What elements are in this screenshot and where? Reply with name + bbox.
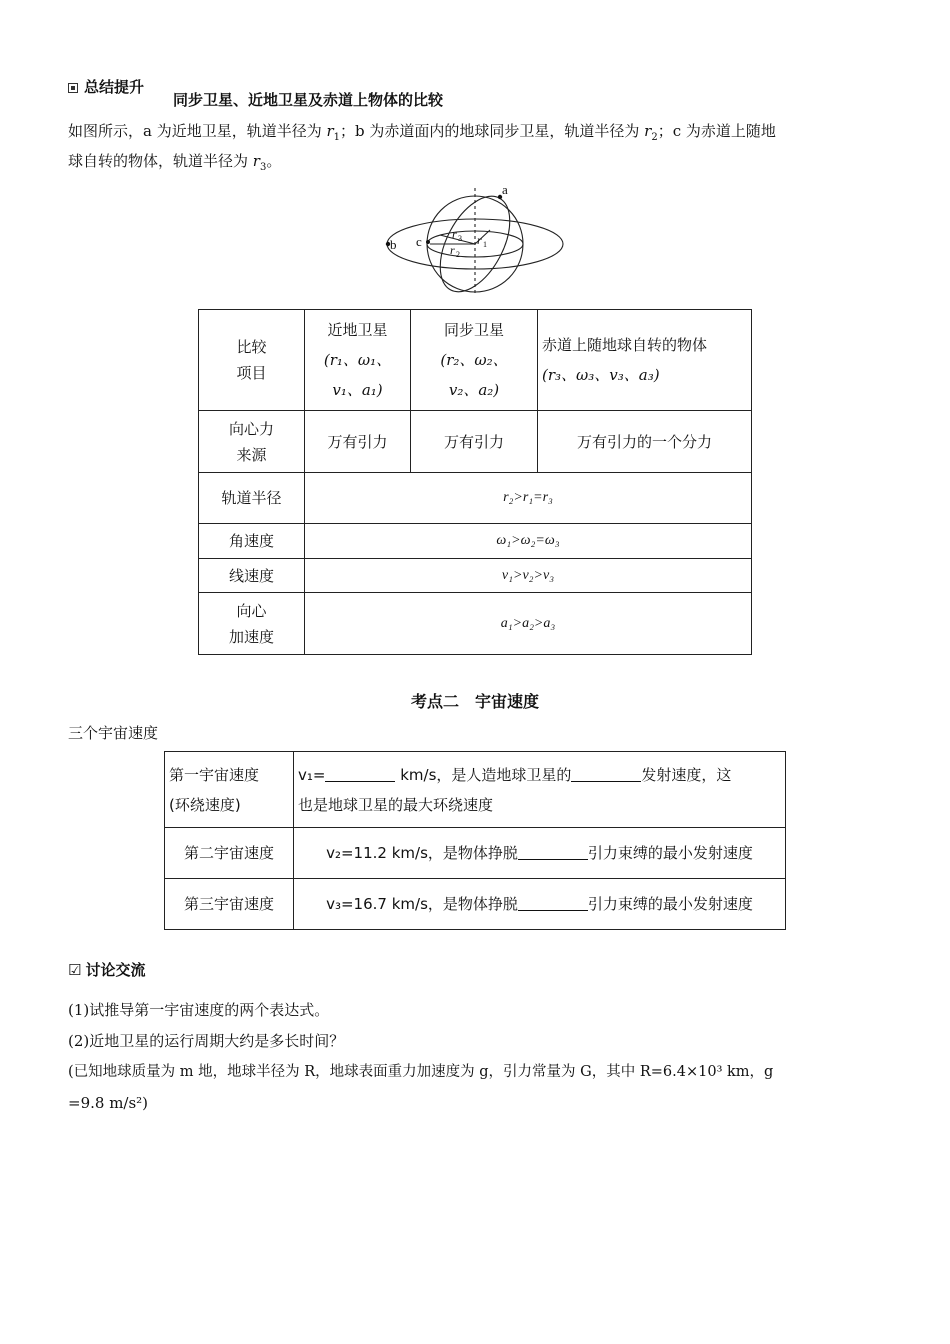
discussion-questions: [68, 995, 883, 1119]
label-r3-sub: 3: [458, 234, 462, 243]
row-accel-line1: 向心: [236, 601, 267, 620]
col2-vars-line2: v₂、a₂): [448, 381, 500, 399]
accel-value: a₁>a₂>a₃: [305, 593, 752, 655]
col1-title: 近地卫星: [327, 321, 388, 339]
header-col3-cell: [538, 310, 752, 411]
row3-desc: [294, 879, 786, 930]
header-item-line2: 项目: [236, 364, 267, 382]
header-col2-cell: [411, 310, 538, 411]
col1-vars-line2: v₁、a₁): [332, 381, 383, 399]
question-2: (2)近地卫星的运行周期大约是多长时间？: [68, 1032, 345, 1050]
row-force-line2: 来源: [236, 445, 267, 464]
table-row: [199, 411, 752, 473]
question-3-line2: =9.8 m/s²): [68, 1094, 149, 1112]
row3-text-b: 引力束缚的最小发射速度: [587, 895, 753, 913]
force-col3: 万有引力的一个分力: [538, 411, 752, 473]
header-col1-cell: [305, 310, 411, 411]
label-r1-sub: 1: [483, 240, 487, 249]
row2-text-a: v₂=11.2 km/s，是物体挣脱: [326, 844, 518, 862]
question-1: (1)试推导第一宇宙速度的两个表达式。: [68, 1001, 330, 1019]
row-force-label: [199, 411, 305, 473]
cosmic-speed-table: [164, 751, 786, 930]
section2-subtitle: 三个宇宙速度: [68, 724, 159, 742]
comparison-table: [198, 309, 752, 655]
row3-text-a: v₃=16.7 km/s，是物体挣脱: [326, 895, 518, 913]
row1-text-c: 发射速度，这: [641, 765, 732, 784]
row2-desc: [294, 828, 786, 879]
summary-heading-text: 总结提升: [84, 78, 145, 96]
label-r3: r: [452, 227, 457, 241]
question-3-line1: (已知地球质量为 m 地，地球半径为 R，地球表面重力加速度为 g，引力常量为 G，其中 R=6.4×10³ km，g: [68, 1064, 774, 1080]
row-accel-label: [199, 593, 305, 655]
intro-text-2: ；b 为赤道面内的地球同步卫星，轨道半径为: [340, 122, 645, 140]
label-b: b: [390, 237, 397, 252]
intro-text-5: 。: [266, 152, 282, 170]
discussion-heading-text: 讨论交流: [85, 961, 146, 979]
header-item-line1: 比较: [236, 338, 267, 356]
row1-desc: [294, 752, 786, 828]
intro-text-1: 如图所示，a 为近地卫星，轨道半径为: [68, 122, 327, 140]
summary-heading: [68, 76, 144, 97]
row3-name: 第三宇宙速度: [165, 879, 294, 930]
blank-launch-type[interactable]: [571, 763, 641, 782]
row1-text-b: km/s，是人造地球卫星的: [395, 765, 572, 784]
label-r2-sub: 2: [456, 250, 460, 259]
force-col1: 万有引力: [305, 411, 411, 473]
col3-vars: (r₃、ω₃、v₃、a₃): [542, 366, 660, 384]
row-accel-line2: 加速度: [228, 627, 274, 646]
col1-vars-line1: (r₁、ω₁、: [323, 351, 392, 369]
row-radius-label: 轨道半径: [199, 473, 305, 524]
row2-text-b: 引力束缚的最小发射速度: [587, 844, 753, 862]
force-col2: 万有引力: [411, 411, 538, 473]
object-c-dot: [426, 240, 430, 244]
table-row: [165, 879, 786, 930]
blank-second-speed[interactable]: [518, 841, 588, 860]
header-item-cell: [199, 310, 305, 411]
label-r1: r: [477, 233, 482, 247]
row1-text-a: v₁=: [298, 765, 326, 784]
table-row: [199, 559, 752, 593]
radius-value: r₂>r₁=r₃: [305, 473, 752, 524]
linear-value: v₁>v₂>v₃: [305, 559, 752, 593]
section2-title: 考点二 宇宙速度: [410, 692, 539, 711]
col2-vars-line1: (r₂、ω₂、: [440, 351, 508, 369]
table-row: [199, 524, 752, 559]
col3-title: 赤道上随地球自转的物体: [542, 336, 708, 354]
intro-paragraph: 如图所示，a 为近地卫星，轨道半径为 $r_1$；b 为赤道面内的地球同步卫星，轨道半径为 $r_2$；c 为赤道上随地: [68, 122, 776, 143]
orbit-diagram: [380, 180, 580, 300]
row1-name-line2: (环绕速度): [169, 795, 241, 814]
table-row: [165, 828, 786, 879]
summary-box-icon: [68, 83, 78, 93]
table-row: [165, 752, 786, 828]
label-r2: r: [450, 243, 455, 257]
row-force-line1: 向心力: [228, 419, 274, 438]
row-linear-label: 线速度: [199, 559, 305, 593]
col2-title: 同步卫星: [443, 321, 504, 339]
row-angular-label: 角速度: [199, 524, 305, 559]
row1-name-line1: 第一宇宙速度: [169, 765, 260, 784]
blank-third-speed[interactable]: [518, 892, 588, 911]
table-row: [199, 310, 752, 411]
row1-text-d: 也是地球卫星的最大环绕速度: [298, 795, 494, 814]
intro-paragraph-line2: 球自转的物体，轨道半径为 $r_3$。: [68, 152, 282, 173]
summary-subtitle: 同步卫星、近地卫星及赤道上物体的比较: [173, 91, 444, 109]
row2-name: 第二宇宙速度: [165, 828, 294, 879]
blank-first-speed[interactable]: [325, 763, 395, 782]
row1-name: [165, 752, 294, 828]
table-row: [199, 593, 752, 655]
edit-icon: ☑: [68, 961, 82, 979]
table-row: [199, 473, 752, 524]
label-a: a: [502, 182, 508, 197]
intro-text-3: ；c 为赤道上随地: [657, 122, 776, 140]
label-c: c: [416, 234, 422, 249]
angular-value: ω₁>ω₂=ω₃: [305, 524, 752, 559]
intro-text-4: 球自转的物体，轨道半径为: [68, 152, 253, 170]
discussion-heading: [68, 959, 145, 980]
